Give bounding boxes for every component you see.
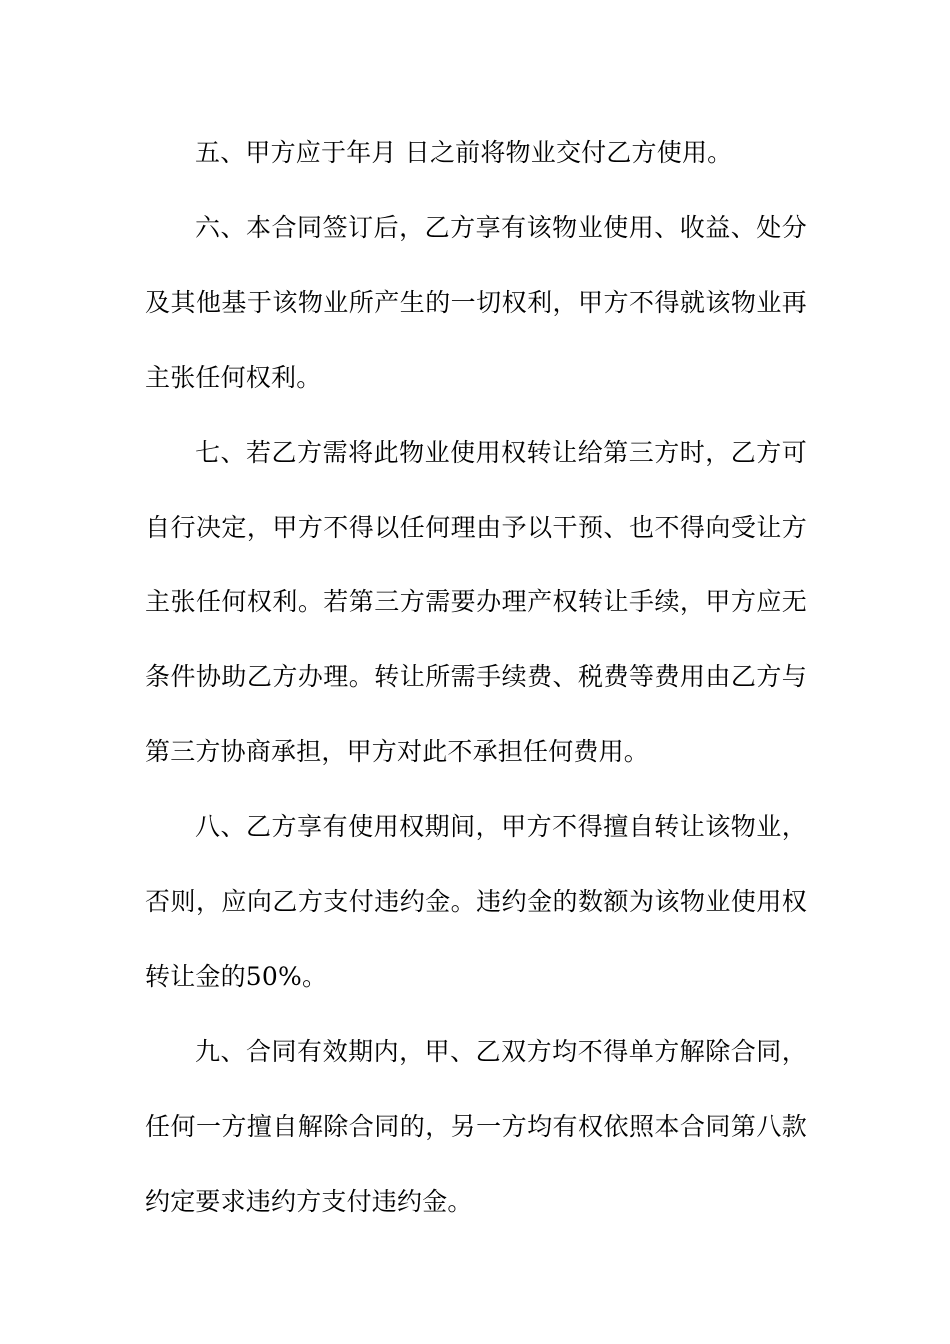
clause-6-paragraph: 六、本合同签订后，乙方享有该物业使用、收益、处分及其他基于该物业所产生的一切权利，甲方不得就该物业再主张任何权利。 [145, 212, 807, 392]
document-body [145, 116, 807, 1240]
clause-9-paragraph: 九、合同有效期内，甲、乙双方均不得单方解除合同，任何一方擅自解除合同的，另一方均有权依照本合同第八款约定要求违约方支付违约金。 [145, 1036, 807, 1216]
clause-8-paragraph: 八、乙方享有使用权期间，甲方不得擅自转让该物业，否则，应向乙方支付违约金。违约金的数额为该物业使用权转让金的50%。 [145, 812, 807, 991]
clause-7-paragraph: 七、若乙方需将此物业使用权转让给第三方时，乙方可自行决定，甲方不得以任何理由予以干预、也不得向受让方主张任何权利。若第三方需要办理产权转让手续，甲方应无条件协助乙方办理。转让所需手续费、税费等费用由乙方与第三方协商承担，甲方对此不承担任何费用。 [145, 437, 807, 767]
clause-5-paragraph: 五、甲方应于年月 日之前将物业交付乙方使用。 [195, 138, 733, 167]
